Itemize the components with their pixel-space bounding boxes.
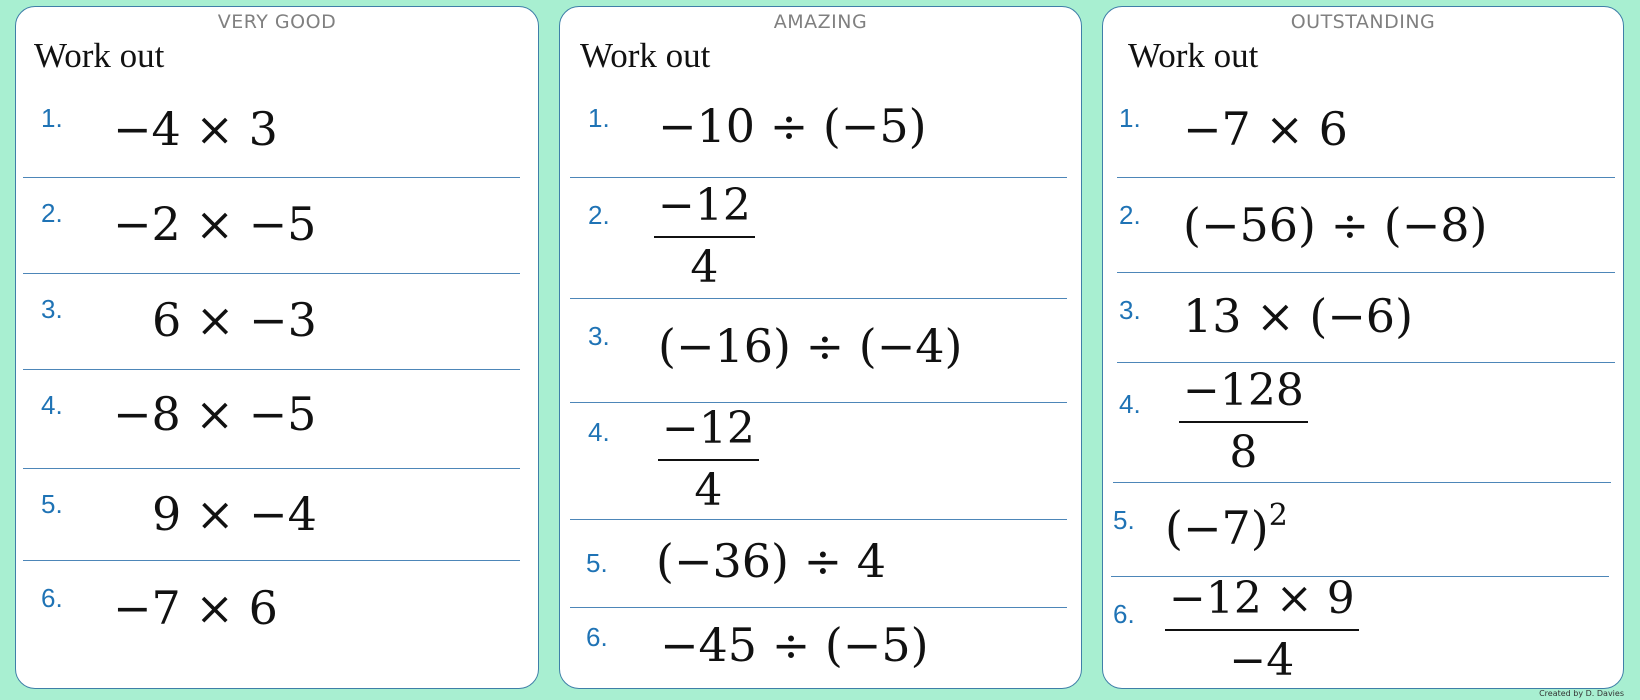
question-row	[1117, 273, 1615, 363]
question-row	[1111, 573, 1609, 686]
question-number: 6.	[586, 622, 608, 652]
question-row	[23, 178, 520, 274]
question-row	[570, 299, 1067, 403]
question-row	[570, 520, 1067, 608]
question-number: 5.	[41, 489, 63, 519]
card-tag: AMAZING	[773, 11, 868, 33]
card-very-good	[15, 6, 539, 689]
question-expression: (−56) ÷ (−8)	[1183, 198, 1488, 252]
question-number: 4.	[1119, 389, 1141, 419]
fraction-denominator: 4	[690, 242, 719, 293]
question-row	[570, 178, 1067, 299]
fraction-expression	[658, 403, 759, 516]
question-expression: −4 × 3	[113, 102, 278, 156]
card-outstanding	[1102, 6, 1624, 689]
question-number: 3.	[588, 321, 610, 351]
fraction-numerator: −12	[654, 184, 755, 238]
question-expression: (−36) ÷ 4	[656, 534, 887, 588]
question-number: 6.	[41, 583, 63, 613]
question-row	[1117, 178, 1615, 273]
question-row	[23, 274, 520, 370]
question-row	[1111, 483, 1609, 577]
card-tag: VERY GOOD	[217, 11, 337, 33]
credit-text: Created by D. Davies	[1539, 689, 1624, 698]
question-row	[570, 608, 1067, 682]
power-expression	[1165, 498, 1288, 555]
question-number: 2.	[41, 198, 63, 228]
question-number: 4.	[588, 417, 610, 447]
question-number: 3.	[1119, 295, 1141, 325]
fraction-denominator: 8	[1229, 427, 1258, 478]
power-exponent: 2	[1268, 498, 1288, 533]
question-number: 1.	[1119, 103, 1141, 133]
question-expression: −45 ÷ (−5)	[660, 618, 929, 672]
question-number: 6.	[1113, 599, 1135, 629]
fraction-denominator: −4	[1229, 635, 1295, 686]
fraction-numerator: −12	[658, 407, 759, 461]
fraction-expression	[654, 180, 755, 293]
question-expression: −7 × 6	[113, 581, 278, 635]
question-expression: 13 × (−6)	[1183, 289, 1414, 343]
card-heading: Work out	[34, 36, 165, 75]
question-row	[23, 83, 520, 178]
question-expression: 9 × −4	[152, 487, 317, 541]
question-row	[23, 469, 520, 561]
question-number: 1.	[588, 103, 610, 133]
fraction-numerator: −12 × 9	[1165, 577, 1359, 631]
question-number: 1.	[41, 103, 63, 133]
fraction-expression	[1179, 365, 1308, 478]
question-row	[570, 403, 1067, 520]
card-tag: OUTSTANDING	[1290, 11, 1436, 33]
question-row	[23, 370, 520, 469]
question-number: 2.	[588, 200, 610, 230]
fraction-numerator: −128	[1179, 369, 1308, 423]
question-expression: −7 × 6	[1183, 102, 1348, 156]
question-number: 3.	[41, 294, 63, 324]
power-base: (−7)	[1165, 501, 1269, 555]
fraction-denominator: 4	[694, 465, 723, 516]
fraction-expression	[1165, 573, 1359, 686]
question-number: 2.	[1119, 200, 1141, 230]
question-row	[23, 561, 520, 661]
question-expression: −8 × −5	[113, 387, 317, 441]
question-number: 5.	[1113, 505, 1135, 535]
question-row	[1113, 363, 1611, 483]
question-expression: −10 ÷ (−5)	[658, 99, 927, 153]
card-heading: Work out	[580, 36, 711, 75]
question-expression: (−16) ÷ (−4)	[658, 319, 963, 373]
question-number: 5.	[586, 548, 608, 578]
question-row	[1117, 83, 1615, 178]
question-number: 4.	[41, 390, 63, 420]
question-expression: −2 × −5	[113, 197, 317, 251]
card-heading: Work out	[1128, 36, 1259, 75]
question-expression: 6 × −3	[152, 293, 317, 347]
card-amazing	[559, 6, 1082, 689]
question-row	[570, 83, 1067, 178]
